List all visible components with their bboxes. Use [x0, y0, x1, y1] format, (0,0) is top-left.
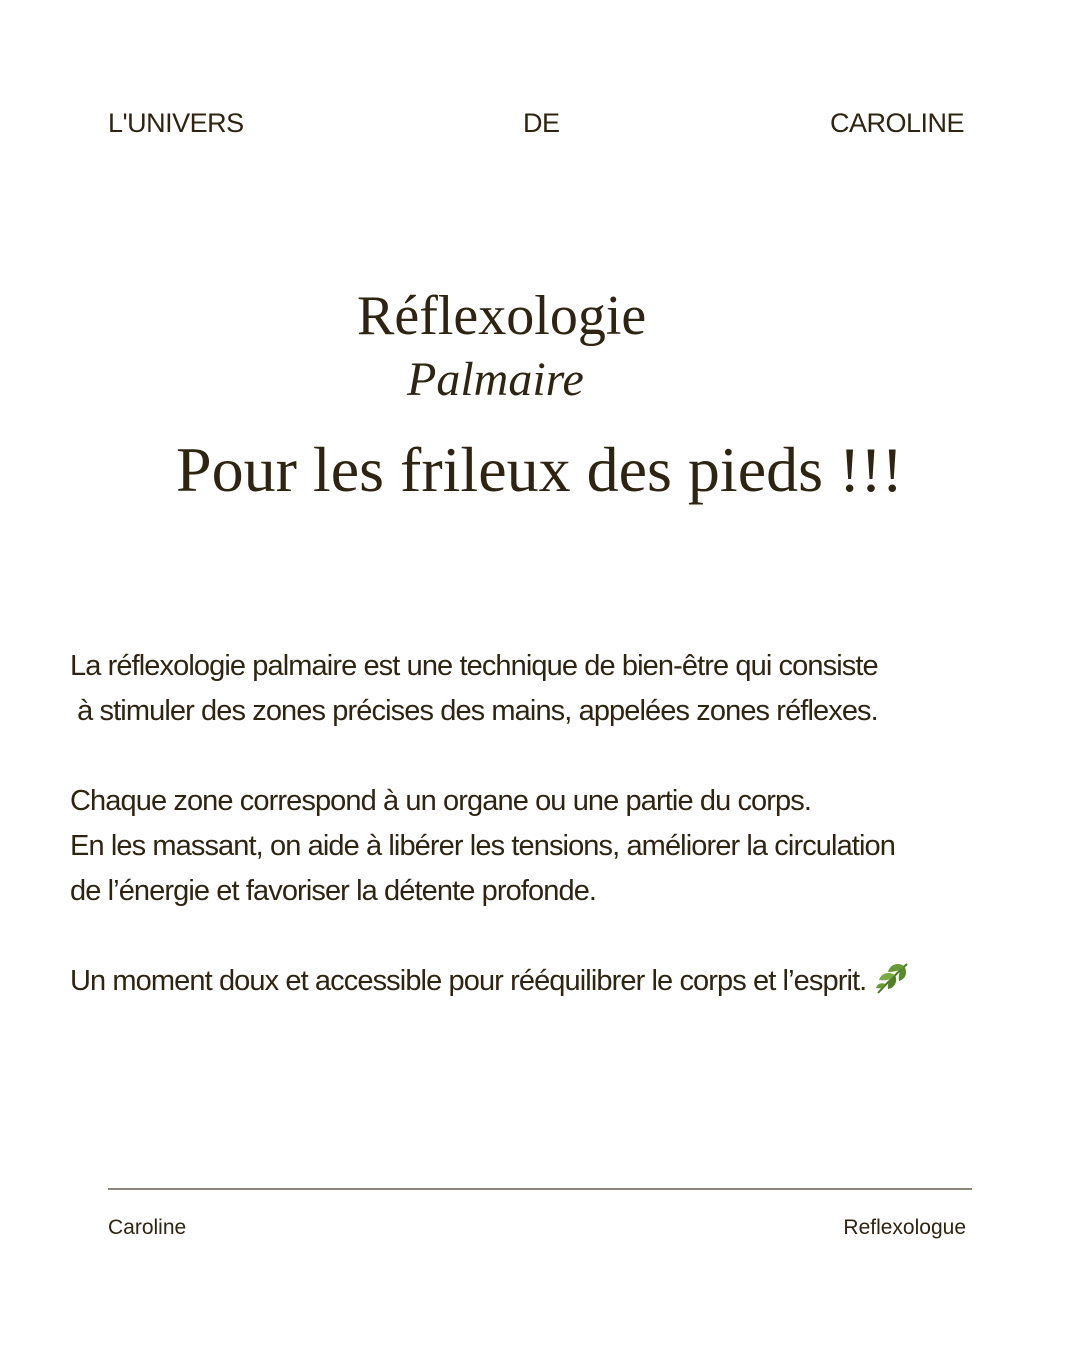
paragraph-closing	[70, 959, 1030, 1004]
paragraph-line: à stimuler des zones précises des mains, appelées zones réflexes.	[70, 695, 878, 727]
paragraph-definition	[70, 644, 1030, 734]
page-title: Réflexologie	[357, 285, 647, 347]
paragraph-closing-text: Un moment doux et accessible pour rééquilibrer le corps et l’esprit.	[70, 965, 867, 997]
paragraph-line: La réflexologie palmaire est une technique de bien-être qui consiste	[70, 650, 878, 682]
page-subtitle: Palmaire	[407, 353, 584, 406]
paragraph-line: Chaque zone correspond à un organe ou une partie du corps.	[70, 785, 812, 817]
paragraph-line-closing	[70, 959, 1030, 1004]
header-word-de: DE	[523, 108, 560, 138]
paragraph-line: En les massant, on aide à libérer les tensions, améliorer la circulation	[70, 830, 895, 862]
footer-name: Caroline	[108, 1216, 187, 1239]
header-word-univers: L'UNIVERS	[108, 108, 244, 138]
header	[108, 108, 964, 144]
header-word-caroline: CAROLINE	[829, 108, 964, 138]
herb-leaf-icon	[874, 960, 912, 996]
paragraph-line: de l’énergie et favoriser la détente profonde.	[70, 875, 597, 907]
footer-role: Reflexologue	[843, 1216, 966, 1239]
headline: Pour les frileux des pieds !!!	[176, 434, 903, 505]
paragraph-explanation	[70, 779, 1030, 914]
footer-divider	[108, 1188, 972, 1190]
footer	[108, 1216, 966, 1246]
